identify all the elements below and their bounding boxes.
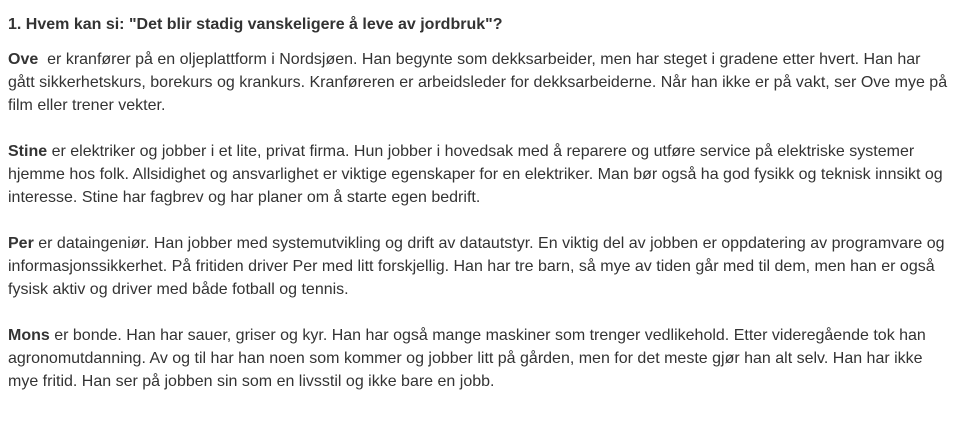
profile-text: er bonde. Han har sauer, griser og kyr. Han har også mange maskiner som trenger vedlikehold. Etter videregående tok han agronomutdanning. Av og til har han noen som kommer og jobber litt på gården, men for det meste gjør han alt selv. Han har ikke mye fritid. Han ser på jobben sin som en livsstil og ikke bare en jobb. — [8, 327, 926, 390]
profile-ove — [8, 48, 952, 117]
profile-text: er kranfører på en oljeplattform i Nordsjøen. Han begynte som dekksarbeider, men har steget i gradene etter hvert. Han har gått sikkerhetskurs, borekurs og krankurs. Kranføreren er arbeidsleder for dekksarbeiderne. Når han ikke er på vakt, ser Ove mye på film eller trener vekter. — [8, 51, 952, 114]
question-heading: 1. Hvem kan si: "Det blir stadig vanskeligere å leve av jordbruk"? — [8, 16, 503, 33]
profile-name: Ove — [8, 51, 39, 68]
profile-name: Mons — [8, 327, 50, 344]
profile-name: Per — [8, 235, 34, 252]
profile-mons — [8, 324, 949, 393]
profile-name: Stine — [8, 143, 48, 160]
profile-text: er dataingeniør. Han jobber med systemutvikling og drift av datautstyr. En viktig del av jobben er oppdatering av programvare og informasjonssikkerhet. På fritiden driver Per med litt forskjellig. Han har tre barn, så mye av tiden går med til dem, men han er også fysisk aktiv og driver med både fotball og tennis. — [8, 235, 945, 298]
profile-per — [8, 232, 949, 301]
profile-text: er elektriker og jobber i et lite, privat firma. Hun jobber i hovedsak med å reparere og utføre service på elektriske systemer hjemme hos folk. Allsidighet og ansvarlighet er viktige egenskaper for en elektriker. Man bør også ha god fysikk og teknisk innsikt og interesse. Stine har fagbrev og har planer om å starte egen bedrift. — [8, 143, 943, 206]
profile-stine — [8, 140, 949, 209]
